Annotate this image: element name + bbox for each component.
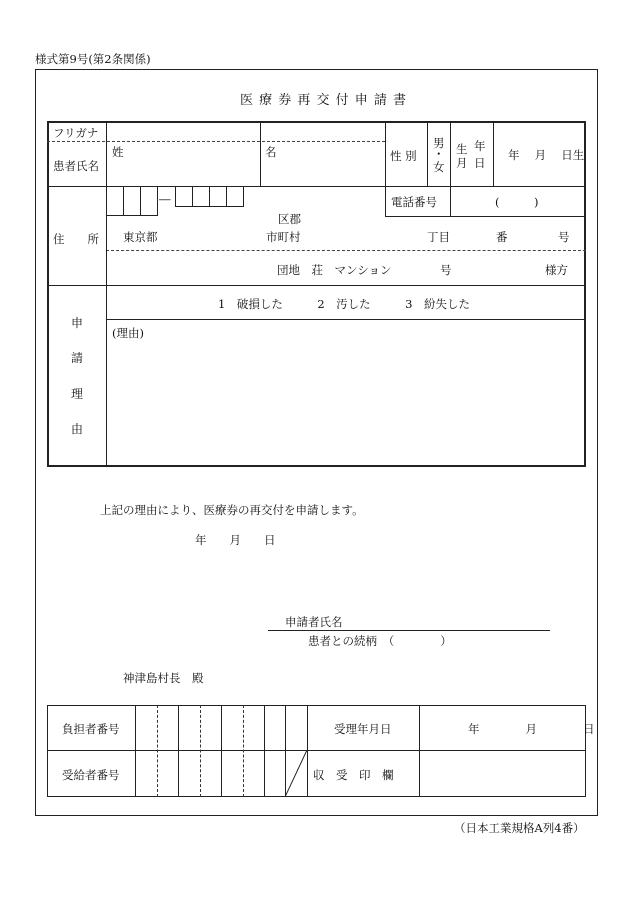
birth-nen: 年 [474, 139, 486, 153]
col-line [385, 121, 386, 217]
col-line [178, 705, 179, 797]
relation-label: 患者との続柄 （ ） [308, 634, 452, 648]
phone-paren: ( ) [495, 195, 539, 209]
birth-date: 年 月 日生 [508, 148, 585, 162]
go-label: 号 [558, 230, 570, 244]
postal-dash: ― [159, 192, 171, 206]
row-line [106, 319, 586, 320]
ban-label: 番 [496, 230, 508, 244]
receiver-number-label: 受給者番号 [62, 768, 120, 782]
footer-note: （日本工業規格A列4番） [454, 821, 585, 835]
col-line [427, 121, 428, 186]
form-number: 様式第9号(第2条関係) [35, 52, 151, 66]
sex-dot: ・ [433, 147, 445, 161]
col-line [106, 121, 107, 467]
col-line [419, 705, 420, 797]
postal-digit-box[interactable] [209, 186, 227, 207]
patient-name-label: 患者氏名 [53, 159, 99, 173]
applicant-name-label: 申請者氏名 [285, 615, 343, 629]
col-line [493, 121, 494, 186]
digit-dash [200, 705, 201, 797]
sex-female: 女 [433, 160, 445, 174]
payer-number-label: 負担者番号 [62, 722, 120, 736]
reason-char: 申 [70, 316, 83, 330]
reason-char: 請 [70, 351, 83, 365]
office-table [47, 705, 586, 797]
col-line [221, 705, 222, 797]
digit-dash [157, 705, 158, 797]
received-date-label: 受理年月日 [334, 722, 392, 736]
address-dash [106, 250, 586, 251]
birth-sei: 生 [456, 142, 468, 156]
applicant-signature-line [268, 630, 550, 631]
phone-label: 電話番号 [391, 195, 437, 209]
danchi-label: 団地 荘 マンション [277, 263, 392, 277]
tokyo-label: 東京都 [123, 230, 158, 244]
ku-gun-label: 区郡 [278, 212, 301, 226]
birth-hi: 日 [474, 156, 486, 170]
reason-char: 理 [70, 387, 83, 401]
row-line [47, 285, 586, 286]
col-line [135, 705, 136, 797]
postal-digit-box[interactable] [106, 186, 124, 216]
postal-digit-box[interactable] [140, 186, 158, 216]
furigana-label: フリガナ [53, 126, 99, 140]
date-line: 年 月 日 [195, 533, 276, 547]
furigana-dash [47, 141, 385, 142]
sex-label: 性 別 [390, 149, 417, 163]
birth-gatsu: 月 [456, 156, 468, 170]
form-title: 医 療 券 再 交 付 申 請 書 [240, 93, 408, 108]
col-line [264, 705, 265, 797]
go2-label: 号 [440, 263, 452, 277]
chome-label: 丁目 [427, 230, 450, 244]
digit-dash [243, 705, 244, 797]
col-line [307, 705, 308, 797]
postal-digit-box[interactable] [192, 186, 210, 207]
reason-options: 1 破損した 2 汚した 3 紛失した [218, 297, 470, 311]
statement-text: 上記の理由により、医療券の再交付を申請します。 [100, 503, 364, 517]
sei-label: 姓 [112, 145, 124, 159]
applicant-table [47, 121, 586, 467]
mei-label: 名 [265, 145, 277, 159]
reason-note-label: (理由) [112, 326, 144, 340]
slash-mark [285, 750, 307, 797]
addressee: 神津島村長 殿 [123, 671, 204, 685]
stamp-field-label: 収 受 印 欄 [313, 768, 394, 782]
received-ymd: 年 月 日 [468, 722, 595, 736]
postal-digit-box[interactable] [175, 186, 193, 207]
postal-digit-box[interactable] [226, 186, 244, 207]
samakata-label: 様方 [545, 263, 568, 277]
col-line [260, 121, 261, 186]
col-line [450, 121, 451, 217]
sex-male: 男 [433, 136, 445, 150]
row-line [385, 216, 586, 217]
row-line [47, 750, 586, 751]
address-label: 住 所 [53, 232, 99, 246]
postal-digit-box[interactable] [123, 186, 141, 216]
shichoson-label: 市町村 [266, 230, 301, 244]
reason-char: 由 [70, 422, 83, 436]
